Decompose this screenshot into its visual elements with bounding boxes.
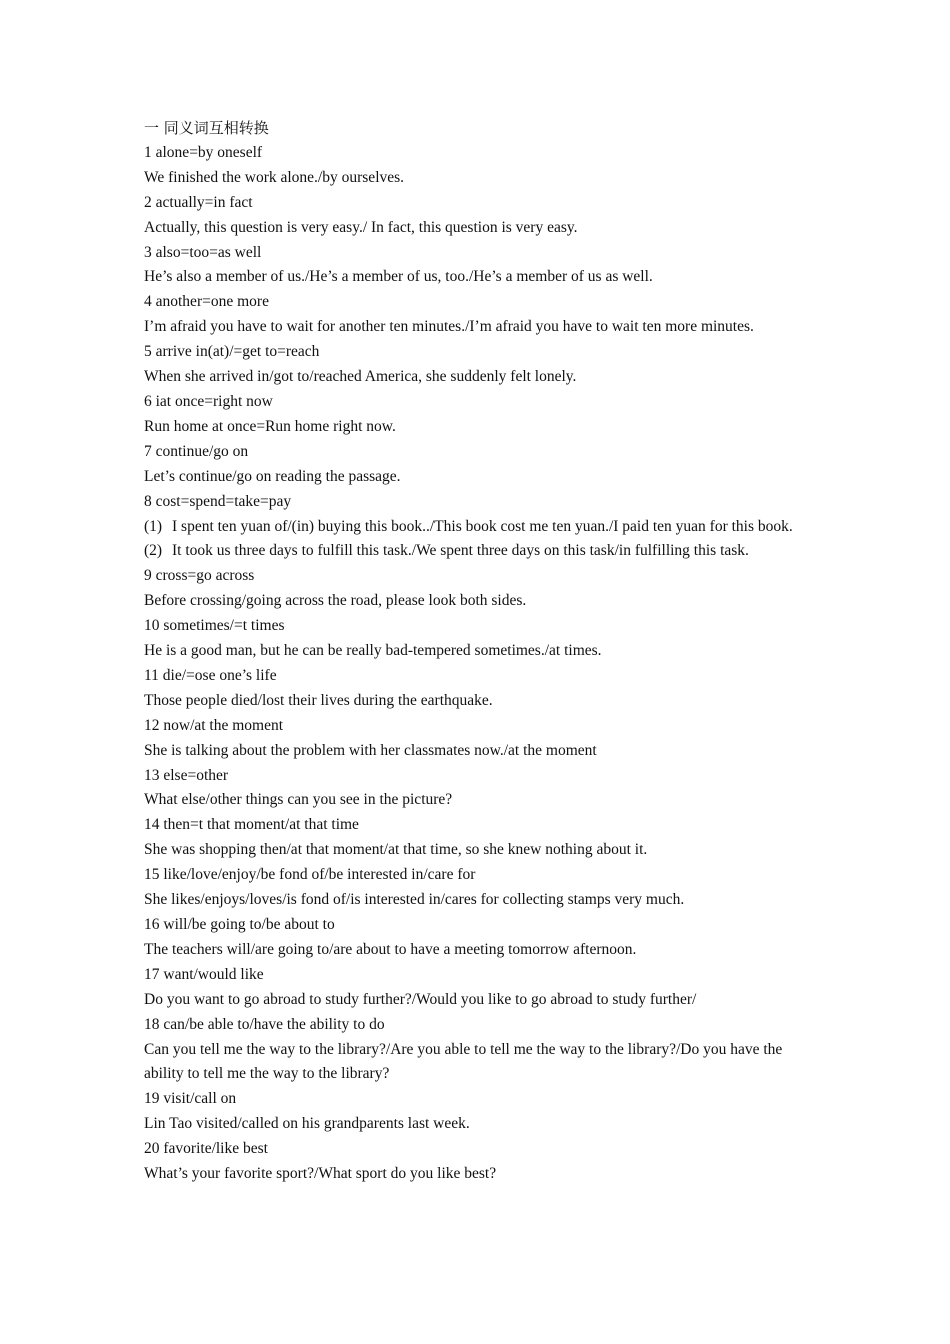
- term-line: 18 can/be able to/have the ability to do: [144, 1015, 385, 1033]
- sub-example: [144, 539, 814, 564]
- list-item: [144, 340, 814, 390]
- example-line: When she arrived in/got to/reached America, she suddenly felt lonely.: [144, 368, 577, 386]
- list-item: [144, 714, 814, 764]
- sub-example: [144, 515, 814, 540]
- term-line: 8 cost=spend=take=pay: [144, 492, 292, 510]
- example-line: What’s your favorite sport?/What sport do you like best?: [144, 1165, 497, 1183]
- sub-example-number: (2): [144, 542, 163, 560]
- term-line: 5 arrive in(at)/=get to=reach: [144, 343, 320, 361]
- term-line: 11 die/=ose one’s life: [144, 666, 277, 684]
- example-line: Can you tell me the way to the library?/Are you able to tell me the way to the library?/Do you have the ability to tell me the way to the library?: [144, 1040, 783, 1083]
- list-item: [144, 191, 814, 241]
- document-page: [144, 116, 814, 1187]
- example-line: We finished the work alone./by ourselves.: [144, 168, 405, 186]
- example-line: Run home at once=Run home right now.: [144, 417, 396, 435]
- list-item: [144, 564, 814, 614]
- list-item: [144, 813, 814, 863]
- term-line: 2 actually=in fact: [144, 193, 253, 211]
- example-line: She was shopping then/at that moment/at that time, so she knew nothing about it.: [144, 841, 648, 859]
- list-item: [144, 241, 814, 291]
- list-item: [144, 664, 814, 714]
- example-line: Let’s continue/go on reading the passage.: [144, 467, 401, 485]
- list-item: [144, 290, 814, 340]
- list-item: [144, 1087, 814, 1137]
- term-line: 12 now/at the moment: [144, 716, 284, 734]
- sub-example-text: I spent ten yuan of/(in) buying this book../This book cost me ten yuan./I paid ten yuan for this book.: [172, 517, 793, 535]
- term-line: 13 else=other: [144, 766, 229, 784]
- example-line: Those people died/lost their lives during the earthquake.: [144, 691, 493, 709]
- list-item: [144, 1013, 814, 1088]
- term-line: 7 continue/go on: [144, 442, 249, 460]
- example-line: Actually, this question is very easy./ In fact, this question is very easy.: [144, 218, 578, 236]
- list-item: [144, 390, 814, 440]
- term-line: 20 favorite/like best: [144, 1140, 268, 1158]
- list-item: [144, 440, 814, 490]
- list-item: [144, 141, 814, 191]
- term-line: 19 visit/call on: [144, 1090, 237, 1108]
- term-line: 1 alone=by oneself: [144, 143, 263, 161]
- sub-example-text: It took us three days to fulfill this task./We spent three days on this task/in fulfilling this task.: [172, 542, 749, 560]
- list-item: [144, 490, 814, 565]
- example-line: She likes/enjoys/loves/is fond of/is interested in/cares for collecting stamps very much.: [144, 891, 685, 909]
- list-item: [144, 614, 814, 664]
- example-line: Lin Tao visited/called on his grandparents last week.: [144, 1115, 470, 1133]
- example-line: The teachers will/are going to/are about to have a meeting tomorrow afternoon.: [144, 940, 637, 958]
- example-line: Before crossing/going across the road, please look both sides.: [144, 592, 527, 610]
- term-line: 6 iat once=right now: [144, 392, 273, 410]
- term-line: 10 sometimes/=t times: [144, 617, 285, 635]
- example-line: He is a good man, but he can be really bad-tempered sometimes./at times.: [144, 642, 602, 660]
- term-line: 3 also=too=as well: [144, 243, 262, 261]
- term-line: 9 cross=go across: [144, 567, 255, 585]
- term-line: 17 want/would like: [144, 965, 264, 983]
- list-item: [144, 764, 814, 814]
- example-line: What else/other things can you see in the picture?: [144, 791, 453, 809]
- example-line: He’s also a member of us./He’s a member of us, too./He’s a member of us as well.: [144, 268, 653, 286]
- list-item: [144, 963, 814, 1013]
- term-line: 4 another=one more: [144, 293, 269, 311]
- term-line: 15 like/love/enjoy/be fond of/be interested in/care for: [144, 866, 476, 884]
- sub-example-number: (1): [144, 517, 163, 535]
- example-line: I’m afraid you have to wait for another ten minutes./I’m afraid you have to wait ten more minutes.: [144, 318, 754, 336]
- example-line: She is talking about the problem with her classmates now./at the moment: [144, 741, 597, 759]
- example-line: Do you want to go abroad to study further?/Would you like to go abroad to study further/: [144, 990, 697, 1008]
- section-heading: 一 同义词互相转换: [144, 119, 269, 137]
- list-item: [144, 913, 814, 963]
- list-item: [144, 1137, 814, 1187]
- term-line: 14 then=t that moment/at that time: [144, 816, 359, 834]
- term-line: 16 will/be going to/be about to: [144, 916, 335, 933]
- list-item: [144, 863, 814, 913]
